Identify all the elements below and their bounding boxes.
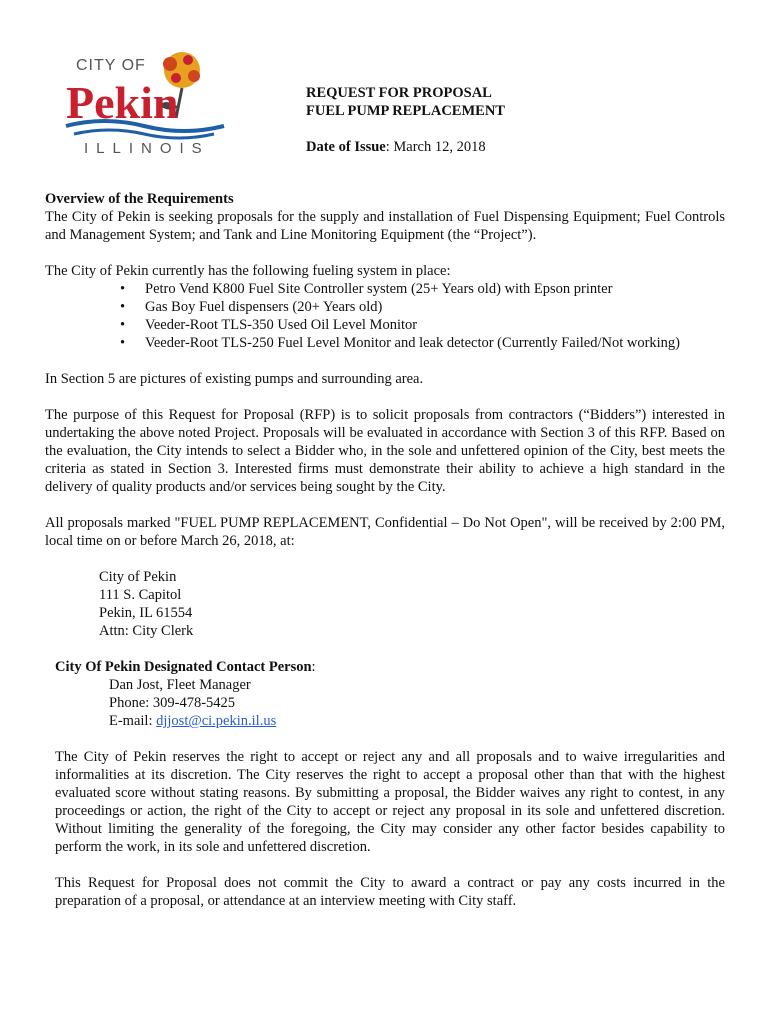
logo-city-of-text: CITY OF bbox=[76, 57, 146, 74]
submission-address bbox=[45, 568, 725, 640]
list-item: • Veeder-Root TLS-250 Fuel Level Monitor and leak detector (Currently Failed/Not working) bbox=[145, 334, 725, 352]
fueling-system-list bbox=[45, 280, 725, 352]
city-of-pekin-logo bbox=[64, 48, 234, 158]
overview-heading: Overview of the Requirements bbox=[45, 191, 234, 207]
closing-paragraph-1: The City of Pekin reserves the right to accept or reject any and all proposals and to waive irregularities and informalities at its discretion. The City reserves the right to accept a proposal other than that with the highest evaluated score without stating reasons. By submitting a proposal, the Bidder waives any right to contest, in any proceedings or action, the right of the City to accept or reject any proposal in its sole and unfettered discretion. Without limiting the generality of the foregoing, the City may consider any other factor besides capability to perform the work, in its sole and unfettered discretion. bbox=[55, 749, 725, 855]
document-body bbox=[45, 190, 725, 910]
closing-paragraph-2: This Request for Proposal does not commit the City to award a contract or pay any costs incurred in the preparation of a proposal, or attendance at an interview meeting with City staff. bbox=[55, 875, 725, 909]
address-line: City of Pekin bbox=[99, 569, 177, 585]
list-item: • Veeder-Root TLS-350 Used Oil Level Monitor bbox=[145, 316, 725, 334]
contact-phone: Phone: 309-478-5425 bbox=[109, 695, 236, 711]
email-label: E-mail: bbox=[109, 713, 157, 729]
address-line: Attn: City Clerk bbox=[99, 623, 194, 639]
title-line-2: FUEL PUMP REPLACEMENT bbox=[306, 103, 505, 119]
logo-pekin-text: Pekin bbox=[66, 77, 179, 128]
date-of-issue bbox=[306, 138, 505, 156]
list-item: • Gas Boy Fuel dispensers (20+ Years old) bbox=[145, 298, 725, 316]
date-value: : March 12, 2018 bbox=[385, 139, 486, 155]
contact-name: Dan Jost, Fleet Manager bbox=[109, 677, 251, 693]
overview-paragraph-4: The purpose of this Request for Proposal (RFP) is to solicit proposals from contractors (“Bidders”) interested in undertaking the above noted Project. Proposals will be evaluated in accordance with Section 3 of this RFP. Based on the evaluation, the City intends to select a Bidder who, in the sole and unfettered opinion of the City, best meets the criteria as stated in Section 3. Interested firms must demonstrate their ability to achieve a high standard in the delivery of quality products and/or services being sought by the City. bbox=[45, 407, 725, 495]
overview-paragraph-1: The City of Pekin is seeking proposals for the supply and installation of Fuel Dispensing Equipment; Fuel Controls and Management System; and Tank and Line Monitoring Equipment (the “Project”). bbox=[45, 209, 725, 243]
list-item: • Petro Vend K800 Fuel Site Controller system (25+ Years old) with Epson printer bbox=[145, 280, 725, 298]
contact-heading: City Of Pekin Designated Contact Person bbox=[55, 659, 312, 675]
document-header bbox=[306, 84, 505, 156]
logo-illinois-text: ILLINOIS bbox=[84, 140, 210, 157]
contact-block: City Of Pekin Designated Contact Person: Dan Jost, Fleet Manager Phone: 309-478-5425 E-mail: djjost@ci.pekin.il.us bbox=[45, 658, 725, 730]
address-line: Pekin, IL 61554 bbox=[99, 605, 193, 621]
address-line: 111 S. Capitol bbox=[99, 587, 182, 603]
overview-paragraph-3: In Section 5 are pictures of existing pumps and surrounding area. bbox=[45, 371, 424, 387]
date-label: Date of Issue bbox=[306, 139, 386, 155]
overview-paragraph-2: The City of Pekin currently has the following fueling system in place: bbox=[45, 263, 451, 279]
overview-paragraph-5: All proposals marked "FUEL PUMP REPLACEMENT, Confidential – Do Not Open", will be received by 2:00 PM, local time on or before March 26, 2018, at: bbox=[45, 515, 725, 549]
title-line-1: REQUEST FOR PROPOSAL bbox=[306, 85, 492, 101]
email-link[interactable]: djjost@ci.pekin.il.us bbox=[156, 713, 277, 729]
